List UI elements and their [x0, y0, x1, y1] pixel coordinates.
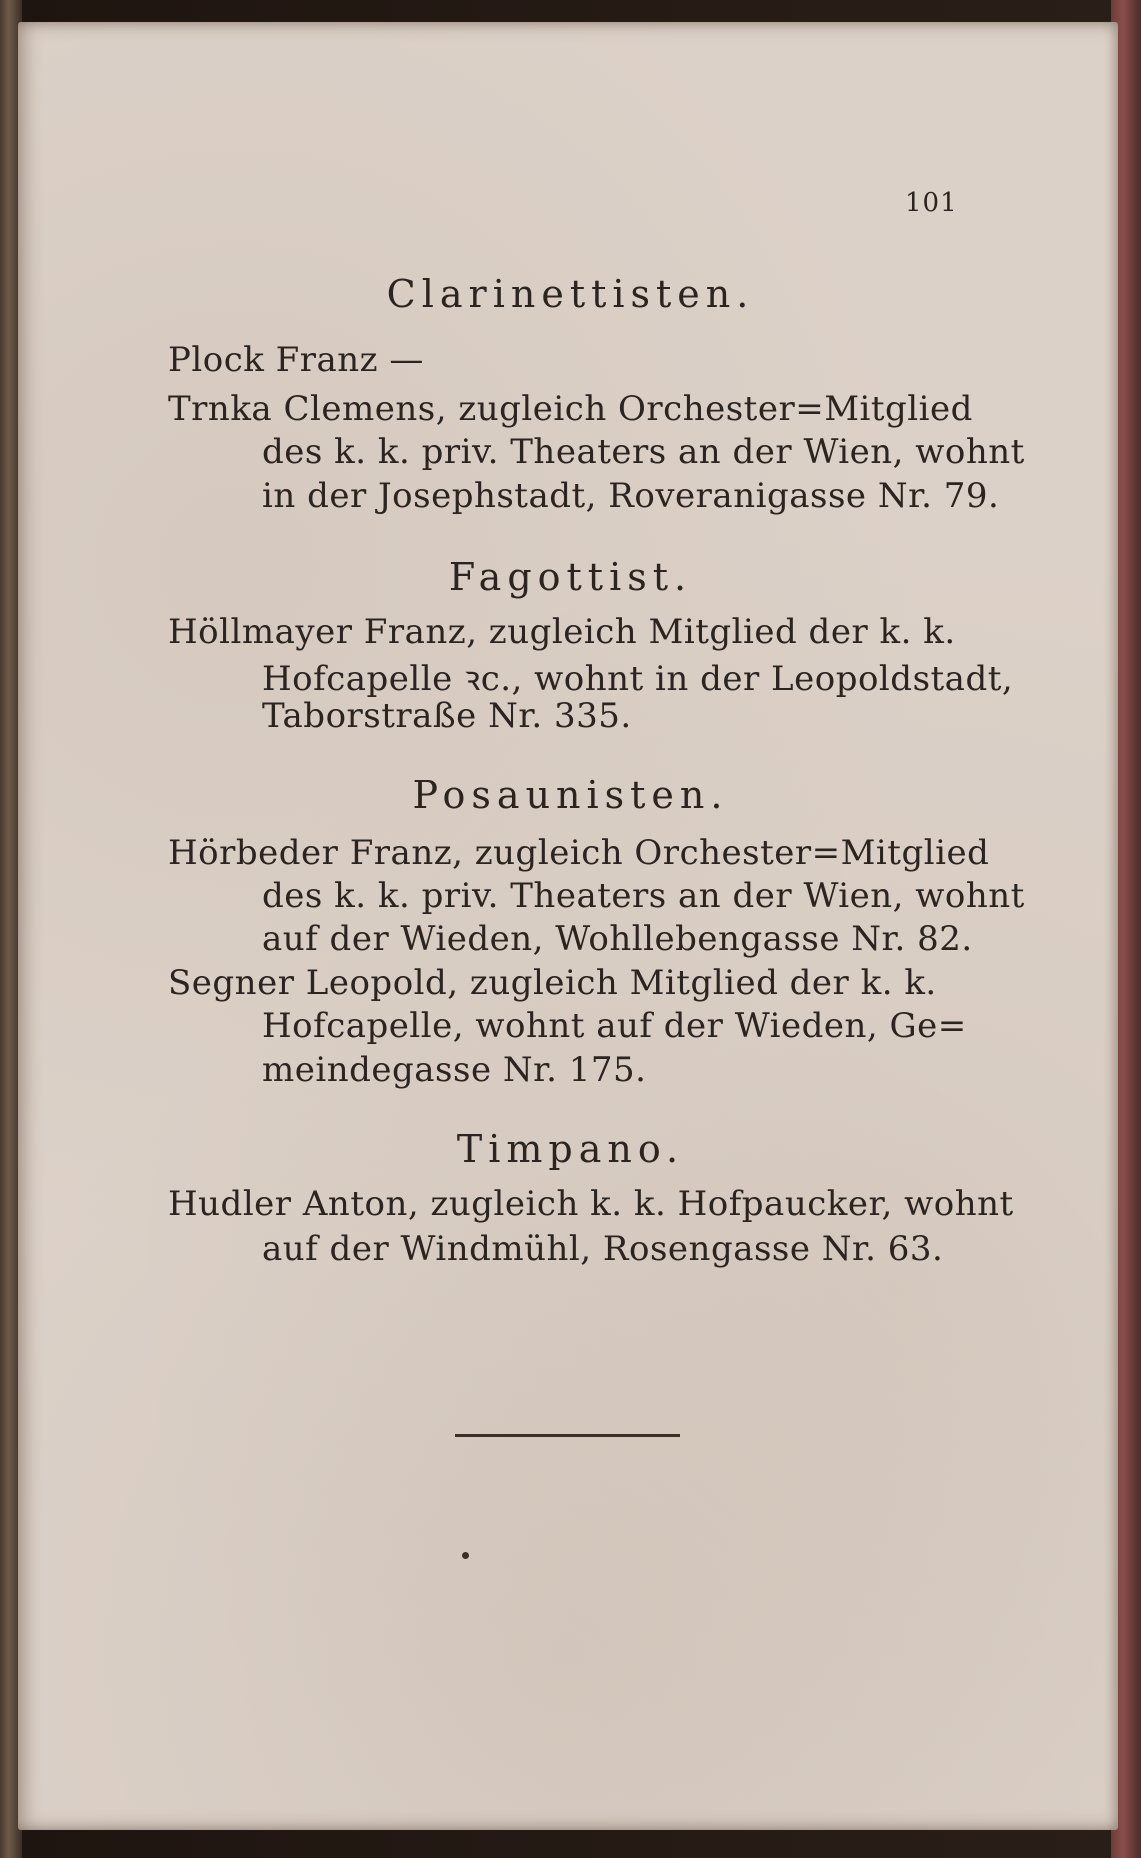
- section-heading-timpano: Timpano.: [456, 1127, 685, 1171]
- entry-line: Hudler Anton, zugleich k. k. Hofpaucker, wohnt: [168, 1184, 1014, 1224]
- entry-line: in der Josephstadt, Roveranigasse Nr. 79.: [262, 476, 1000, 516]
- entry-line: auf der Windmühl, Rosengasse Nr. 63.: [262, 1229, 944, 1269]
- entry-line: Taborstraße Nr. 335.: [262, 696, 632, 736]
- entry-line: Trnka Clemens, zugleich Orchester=Mitglied: [168, 389, 973, 429]
- entry-line: Hofcapelle, wohnt auf der Wieden, Ge=: [262, 1006, 967, 1046]
- page-number: 101: [905, 188, 958, 218]
- entry-line: Plock Franz —: [168, 340, 424, 380]
- entry-line: Hofcapelle ꝛc., wohnt in der Leopoldstadt,: [262, 659, 1014, 699]
- section-heading-fagottist: Fagottist.: [448, 555, 693, 599]
- entry-line: des k. k. priv. Theaters an der Wien, wohnt: [262, 432, 1025, 472]
- section-heading-posaunisten: Posaunisten.: [412, 773, 729, 817]
- entry-line: Segner Leopold, zugleich Mitglied der k. k.: [168, 963, 937, 1003]
- entry-line: meindegasse Nr. 175.: [262, 1050, 647, 1090]
- closing-rule: [455, 1434, 680, 1437]
- entry-line: Hörbeder Franz, zugleich Orchester=Mitglied: [168, 833, 990, 873]
- entry-line: auf der Wieden, Wohllebengasse Nr. 82.: [262, 919, 973, 959]
- entry-line: des k. k. priv. Theaters an der Wien, wohnt: [262, 876, 1025, 916]
- ink-dot: [462, 1552, 469, 1559]
- entry-line: Höllmayer Franz, zugleich Mitglied der k. k.: [168, 612, 956, 652]
- section-heading-clarinettisten: Clarinettisten.: [386, 272, 755, 316]
